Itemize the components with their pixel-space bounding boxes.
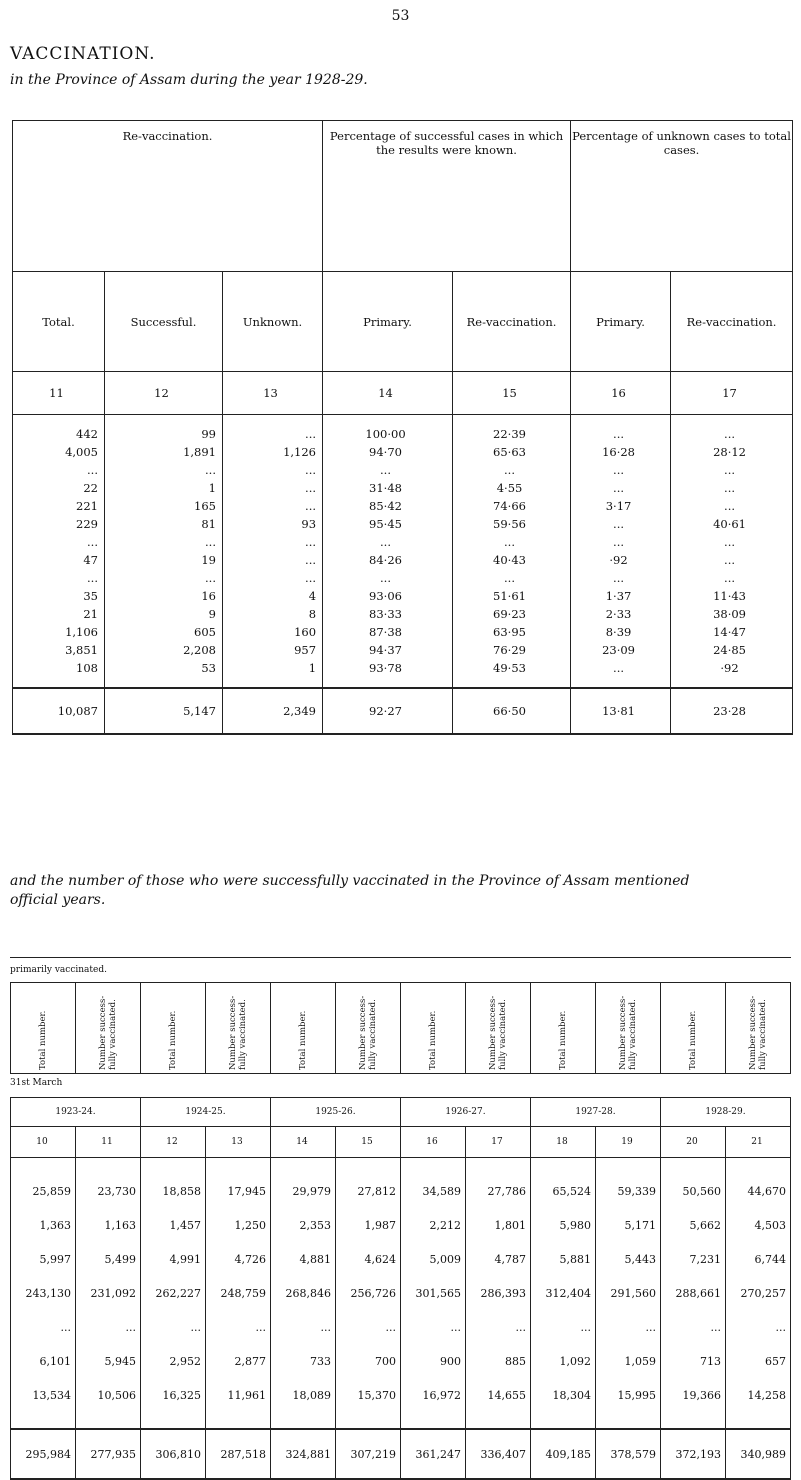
table-cell: 5,945 — [76, 1344, 141, 1378]
page-number: 53 — [391, 8, 410, 24]
table-cell: 286,393 — [466, 1276, 531, 1310]
vertical-header-text: Total number. — [428, 1010, 438, 1070]
year-header: 1928-29. — [661, 1098, 791, 1127]
table-cell: ... — [671, 425, 793, 443]
table-cell: ·92 — [671, 659, 793, 677]
vertical-header-cell — [726, 983, 791, 1074]
table-cell: 19 — [105, 551, 223, 569]
table-cell: 270,257 — [726, 1276, 791, 1310]
table-cell: 3,851 — [13, 641, 105, 659]
table-cell: 85·42 — [323, 497, 453, 515]
table-cell: 63·95 — [453, 623, 571, 641]
table-cell: ... — [323, 461, 453, 479]
table-row — [13, 605, 793, 623]
column-number: 11 — [13, 372, 105, 415]
total-cell: 66·50 — [453, 688, 571, 734]
table-cell: 5,881 — [531, 1242, 596, 1276]
total-cell: 10,087 — [13, 688, 105, 734]
table-cell: ... — [466, 1310, 531, 1344]
table-cell: 5,171 — [596, 1208, 661, 1242]
table-cell: ... — [141, 1310, 206, 1344]
table-cell: 16,972 — [401, 1378, 466, 1412]
table-cell: 4,787 — [466, 1242, 531, 1276]
table-cell: 1 — [223, 659, 323, 677]
column-number: 16 — [571, 372, 671, 415]
table-cell: 248,759 — [206, 1276, 271, 1310]
column-header: Re-vaccination. — [453, 272, 571, 372]
total-cell: 277,935 — [76, 1429, 141, 1479]
table-cell: ... — [11, 1310, 76, 1344]
column-number: 15 — [336, 1127, 401, 1158]
table-cell: 23,730 — [76, 1174, 141, 1208]
vertical-header-text: Number success- fully vaccinated. — [748, 995, 768, 1070]
table-cell: 2,208 — [105, 641, 223, 659]
total-cell: 378,579 — [596, 1429, 661, 1479]
vertical-header-table — [10, 982, 791, 1074]
table-row — [11, 1208, 791, 1242]
page-title: VACCINATION. — [10, 44, 156, 64]
total-cell: 372,193 — [661, 1429, 726, 1479]
table-row — [13, 623, 793, 641]
table-cell: 605 — [105, 623, 223, 641]
table-cell: 19,366 — [661, 1378, 726, 1412]
table-cell: 221 — [13, 497, 105, 515]
table-row — [11, 1310, 791, 1344]
table-cell: ... — [223, 479, 323, 497]
table-cell: ... — [223, 497, 323, 515]
total-cell: 2,349 — [223, 688, 323, 734]
table-cell: 25,859 — [11, 1174, 76, 1208]
table-cell: 700 — [336, 1344, 401, 1378]
table-cell: ... — [206, 1310, 271, 1344]
table-row — [13, 587, 793, 605]
column-number: 18 — [531, 1127, 596, 1158]
table-cell: ... — [596, 1310, 661, 1344]
column-header: Primary. — [323, 272, 453, 372]
vertical-header-cell — [401, 983, 466, 1074]
table-cell: 74·66 — [453, 497, 571, 515]
table-cell: 83·33 — [323, 605, 453, 623]
table-cell: 34,589 — [401, 1174, 466, 1208]
table-cell: 713 — [661, 1344, 726, 1378]
table-cell: 35 — [13, 587, 105, 605]
table-cell: 14,258 — [726, 1378, 791, 1412]
table-cell: 1,059 — [596, 1344, 661, 1378]
table-cell: 5,980 — [531, 1208, 596, 1242]
table-cell: 18,304 — [531, 1378, 596, 1412]
table-cell: 23·09 — [571, 641, 671, 659]
column-header: Unknown. — [223, 272, 323, 372]
table-cell: 100·00 — [323, 425, 453, 443]
table-cell: 95·45 — [323, 515, 453, 533]
table-cell: 65,524 — [531, 1174, 596, 1208]
table-cell: ... — [105, 533, 223, 551]
table-cell: ... — [671, 551, 793, 569]
table-cell: ... — [571, 515, 671, 533]
table-cell: 1,801 — [466, 1208, 531, 1242]
table-row — [13, 443, 793, 461]
march-label: 31st March — [10, 1078, 63, 1088]
table-cell: ... — [453, 461, 571, 479]
table-cell: 18,089 — [271, 1378, 336, 1412]
table-cell: 4 — [223, 587, 323, 605]
table-cell: 1,163 — [76, 1208, 141, 1242]
table-cell: ... — [671, 497, 793, 515]
table-cell: 8 — [223, 605, 323, 623]
table-cell: 28·12 — [671, 443, 793, 461]
total-cell: 340,989 — [726, 1429, 791, 1479]
table-cell: ... — [401, 1310, 466, 1344]
table-cell: 16,325 — [141, 1378, 206, 1412]
column-number: 12 — [141, 1127, 206, 1158]
table-cell: ... — [223, 551, 323, 569]
table-cell: ... — [671, 533, 793, 551]
table-cell: 22 — [13, 479, 105, 497]
table-cell: 1,987 — [336, 1208, 401, 1242]
table-row — [13, 569, 793, 587]
yearly-vaccination-table — [10, 1097, 791, 1480]
primarily-label: primarily vaccinated. — [10, 965, 107, 975]
revaccination-table — [12, 120, 793, 735]
column-number: 15 — [453, 372, 571, 415]
table-cell: ... — [223, 461, 323, 479]
table-cell: 10,506 — [76, 1378, 141, 1412]
table-row — [11, 1242, 791, 1276]
table-cell: 44,670 — [726, 1174, 791, 1208]
table-cell: 14·47 — [671, 623, 793, 641]
table-cell: 4·55 — [453, 479, 571, 497]
table-cell: 18,858 — [141, 1174, 206, 1208]
table-cell: 8·39 — [571, 623, 671, 641]
table-cell: ... — [13, 533, 105, 551]
table-cell: 1,457 — [141, 1208, 206, 1242]
table-cell: 4,726 — [206, 1242, 271, 1276]
total-cell: 307,219 — [336, 1429, 401, 1479]
table-cell: 59·56 — [453, 515, 571, 533]
column-number: 16 — [401, 1127, 466, 1158]
table-cell: 268,846 — [271, 1276, 336, 1310]
vertical-header-cell — [141, 983, 206, 1074]
vertical-header-cell — [531, 983, 596, 1074]
table-cell: 31·48 — [323, 479, 453, 497]
vertical-header-cell — [336, 983, 401, 1074]
vertical-header-text: Number success- fully vaccinated. — [618, 995, 638, 1070]
table-cell: 262,227 — [141, 1276, 206, 1310]
table-row — [11, 1344, 791, 1378]
column-number: 19 — [596, 1127, 661, 1158]
table-cell: 165 — [105, 497, 223, 515]
table-cell: 87·38 — [323, 623, 453, 641]
table-cell: ... — [661, 1310, 726, 1344]
table-cell: 17,945 — [206, 1174, 271, 1208]
column-number: 14 — [271, 1127, 336, 1158]
table-cell: 40·61 — [671, 515, 793, 533]
group-header-percentage-unknown: Percentage of unknown cases to total cases. — [571, 121, 793, 272]
column-number: 12 — [105, 372, 223, 415]
table-cell: 957 — [223, 641, 323, 659]
table-cell: 84·26 — [323, 551, 453, 569]
total-cell: 336,407 — [466, 1429, 531, 1479]
table-cell: 5,997 — [11, 1242, 76, 1276]
year-header: 1924-25. — [141, 1098, 271, 1127]
table-cell: ... — [336, 1310, 401, 1344]
vertical-header-text: Total number. — [688, 1010, 698, 1070]
table-row — [13, 641, 793, 659]
table-cell: 47 — [13, 551, 105, 569]
column-number: 14 — [323, 372, 453, 415]
table-cell: ... — [223, 569, 323, 587]
vertical-header-text: Total number. — [558, 1010, 568, 1070]
table-row — [13, 659, 793, 677]
vertical-header-text: Total number. — [298, 1010, 308, 1070]
total-cell: 409,185 — [531, 1429, 596, 1479]
table-cell: 288,661 — [661, 1276, 726, 1310]
column-header: Re-vaccination. — [671, 272, 793, 372]
column-header: Primary. — [571, 272, 671, 372]
vertical-header-cell — [466, 983, 531, 1074]
table-cell: 5,662 — [661, 1208, 726, 1242]
vertical-header-cell — [271, 983, 336, 1074]
page-subtitle: in the Province of Assam during the year 1928-29. — [10, 72, 368, 88]
table-cell: 256,726 — [336, 1276, 401, 1310]
table-cell: 1,891 — [105, 443, 223, 461]
table-cell: 2,353 — [271, 1208, 336, 1242]
column-header: Successful. — [105, 272, 223, 372]
group-header-revaccination: Re-vaccination. — [13, 121, 323, 272]
total-cell: 23·28 — [671, 688, 793, 734]
table-cell: 2,952 — [141, 1344, 206, 1378]
table-cell: 6,744 — [726, 1242, 791, 1276]
table-cell: 9 — [105, 605, 223, 623]
column-number: 11 — [76, 1127, 141, 1158]
table-cell: 2,877 — [206, 1344, 271, 1378]
table-cell: 76·29 — [453, 641, 571, 659]
table-cell: 6,101 — [11, 1344, 76, 1378]
total-cell: 92·27 — [323, 688, 453, 734]
table-cell: 81 — [105, 515, 223, 533]
year-header: 1923-24. — [11, 1098, 141, 1127]
table-cell: ... — [223, 425, 323, 443]
vertical-header-cell — [11, 983, 76, 1074]
table-row — [11, 1174, 791, 1208]
total-cell: 287,518 — [206, 1429, 271, 1479]
table-cell: 50,560 — [661, 1174, 726, 1208]
table-row — [13, 461, 793, 479]
table-cell: 301,565 — [401, 1276, 466, 1310]
table-cell: 93 — [223, 515, 323, 533]
table-cell: ... — [571, 659, 671, 677]
table-cell: ... — [671, 479, 793, 497]
vertical-header-text: Number success- fully vaccinated. — [358, 995, 378, 1070]
table-cell: 312,404 — [531, 1276, 596, 1310]
table-cell: 94·37 — [323, 641, 453, 659]
table-cell: 65·63 — [453, 443, 571, 461]
table-cell: 733 — [271, 1344, 336, 1378]
column-number: 13 — [223, 372, 323, 415]
table-cell: ... — [271, 1310, 336, 1344]
table-cell: ... — [105, 461, 223, 479]
table-cell: 1,092 — [531, 1344, 596, 1378]
vertical-header-cell — [661, 983, 726, 1074]
table-cell: 16·28 — [571, 443, 671, 461]
table-cell: 15,995 — [596, 1378, 661, 1412]
table-cell: ·92 — [571, 551, 671, 569]
total-cell: 306,810 — [141, 1429, 206, 1479]
table-cell: 99 — [105, 425, 223, 443]
table-cell: 69·23 — [453, 605, 571, 623]
table-cell: 5,443 — [596, 1242, 661, 1276]
table-row — [13, 497, 793, 515]
section-paragraph: and the number of those who were successfully vaccinated in the Province of Assam mentioned official years. — [10, 873, 690, 908]
table-cell: 229 — [13, 515, 105, 533]
table-cell: 4,991 — [141, 1242, 206, 1276]
table-cell: ... — [671, 569, 793, 587]
table-cell: ... — [571, 479, 671, 497]
table-cell: 231,092 — [76, 1276, 141, 1310]
table-cell: ... — [671, 461, 793, 479]
table-cell: 24·85 — [671, 641, 793, 659]
table-cell: 1·37 — [571, 587, 671, 605]
total-cell: 324,881 — [271, 1429, 336, 1479]
vertical-header-text: Number success- fully vaccinated. — [98, 995, 118, 1070]
table-cell: 93·78 — [323, 659, 453, 677]
table-cell: ... — [76, 1310, 141, 1344]
vertical-header-cell — [206, 983, 271, 1074]
table-row — [13, 425, 793, 443]
total-cell: 13·81 — [571, 688, 671, 734]
vertical-header-text: Total number. — [168, 1010, 178, 1070]
table-row — [13, 551, 793, 569]
table-cell: 291,560 — [596, 1276, 661, 1310]
column-number: 17 — [671, 372, 793, 415]
table-cell: 7,231 — [661, 1242, 726, 1276]
table-cell: 4,624 — [336, 1242, 401, 1276]
table-cell: 1,363 — [11, 1208, 76, 1242]
table-cell: 108 — [13, 659, 105, 677]
table-row — [13, 533, 793, 551]
table-cell: 14,655 — [466, 1378, 531, 1412]
total-cell: 5,147 — [105, 688, 223, 734]
vertical-header-text: Number success- fully vaccinated. — [228, 995, 248, 1070]
vertical-header-text: Number success- fully vaccinated. — [488, 995, 508, 1070]
table-cell: 29,979 — [271, 1174, 336, 1208]
table-cell: ... — [223, 533, 323, 551]
column-number: 10 — [11, 1127, 76, 1158]
column-number: 20 — [661, 1127, 726, 1158]
table-cell: 94·70 — [323, 443, 453, 461]
table-cell: 160 — [223, 623, 323, 641]
column-number: 13 — [206, 1127, 271, 1158]
table-row — [13, 515, 793, 533]
table-row — [13, 479, 793, 497]
table-cell: 1 — [105, 479, 223, 497]
table-cell: ... — [453, 569, 571, 587]
table-cell: ... — [323, 533, 453, 551]
table-cell: 40·43 — [453, 551, 571, 569]
vertical-header-text: Total number. — [38, 1010, 48, 1070]
vertical-header-cell — [76, 983, 141, 1074]
table-cell: 16 — [105, 587, 223, 605]
table-cell: 11,961 — [206, 1378, 271, 1412]
table-cell: 4,881 — [271, 1242, 336, 1276]
table-cell: ... — [13, 461, 105, 479]
table-cell: 3·17 — [571, 497, 671, 515]
table-row — [11, 1276, 791, 1310]
table-cell: 38·09 — [671, 605, 793, 623]
table-cell: 657 — [726, 1344, 791, 1378]
table-cell: 22·39 — [453, 425, 571, 443]
table-cell: ... — [726, 1310, 791, 1344]
table-cell: ... — [571, 569, 671, 587]
table-cell: ... — [531, 1310, 596, 1344]
column-number: 17 — [466, 1127, 531, 1158]
year-header: 1925-26. — [271, 1098, 401, 1127]
table-cell: 885 — [466, 1344, 531, 1378]
table-cell: ... — [453, 533, 571, 551]
table-row — [11, 1378, 791, 1412]
year-header: 1927-28. — [531, 1098, 661, 1127]
table-cell: 93·06 — [323, 587, 453, 605]
table-cell: 1,126 — [223, 443, 323, 461]
table-cell: 2·33 — [571, 605, 671, 623]
vertical-header-cell — [596, 983, 661, 1074]
table-cell: 1,250 — [206, 1208, 271, 1242]
table-cell: 59,339 — [596, 1174, 661, 1208]
table-cell: ... — [105, 569, 223, 587]
divider — [10, 957, 791, 958]
table-cell: ... — [571, 533, 671, 551]
table-cell: ... — [571, 425, 671, 443]
table-cell: ... — [13, 569, 105, 587]
table-cell: 442 — [13, 425, 105, 443]
table-cell: 4,503 — [726, 1208, 791, 1242]
table-cell: 4,005 — [13, 443, 105, 461]
table-cell: 21 — [13, 605, 105, 623]
group-header-percentage-successful: Percentage of successful cases in which the results were known. — [323, 121, 571, 272]
year-header: 1926-27. — [401, 1098, 531, 1127]
table-cell: 900 — [401, 1344, 466, 1378]
table-cell: 13,534 — [11, 1378, 76, 1412]
table-cell: ... — [571, 461, 671, 479]
table-cell: 49·53 — [453, 659, 571, 677]
table-cell: 51·61 — [453, 587, 571, 605]
table-cell: 27,812 — [336, 1174, 401, 1208]
table-cell: 15,370 — [336, 1378, 401, 1412]
table-cell: 243,130 — [11, 1276, 76, 1310]
table-cell: 53 — [105, 659, 223, 677]
total-cell: 295,984 — [11, 1429, 76, 1479]
table-cell: 27,786 — [466, 1174, 531, 1208]
table-cell: 1,106 — [13, 623, 105, 641]
table-cell: ... — [323, 569, 453, 587]
column-number: 21 — [726, 1127, 791, 1158]
table-cell: 5,009 — [401, 1242, 466, 1276]
column-header: Total. — [13, 272, 105, 372]
table-cell: 2,212 — [401, 1208, 466, 1242]
total-cell: 361,247 — [401, 1429, 466, 1479]
table-cell: 5,499 — [76, 1242, 141, 1276]
table-cell: 11·43 — [671, 587, 793, 605]
